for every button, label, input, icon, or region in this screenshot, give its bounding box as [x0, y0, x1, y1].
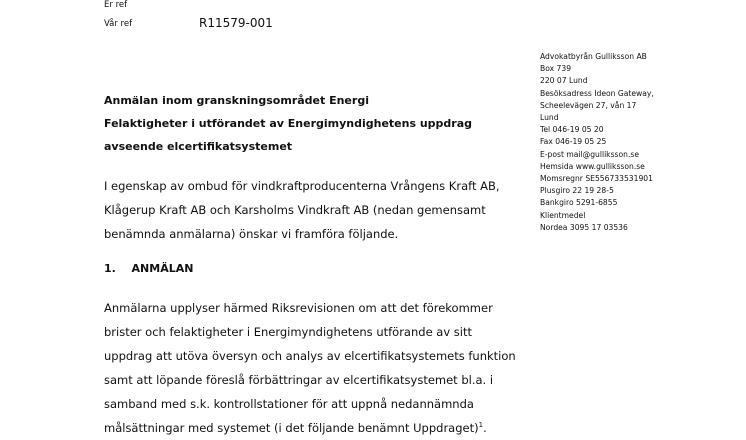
firm-line: Hemsida www.gulliksson.se	[540, 161, 645, 171]
intro-line: benämnda anmälarna) önskar vi framföra följande.	[104, 227, 399, 241]
firm-line: E-post mail@gulliksson.se	[540, 149, 639, 159]
firm-line: Klientmedel	[540, 210, 586, 220]
subject-line: Anmälan inom granskningsområdet Energi	[104, 94, 369, 107]
subject-line: avseende elcertifikatsystemet	[104, 140, 293, 153]
firm-contact-block	[540, 51, 654, 234]
firm-line: Scheelevägen 27, vån 17	[540, 100, 637, 110]
main-paragraph	[104, 296, 516, 440]
firm-line: Besöksadress Ideon Gateway,	[540, 88, 654, 98]
intro-paragraph	[104, 174, 500, 246]
subject-heading	[104, 89, 472, 158]
paragraph-line: brister och felaktigheter i Energimyndighetens utförande av sitt	[104, 325, 473, 339]
firm-line: Bankgiro 5291-6855	[540, 198, 618, 208]
intro-line: Klågerup Kraft AB och Karsholms Vindkraft AB (nedan gemensamt	[104, 203, 486, 217]
er-ref-label: Er ref	[104, 0, 128, 10]
firm-line: Momsregnr SE556733531901	[540, 174, 653, 184]
paragraph-end-punct: .	[483, 421, 487, 435]
firm-line: Advokatbyrån Gulliksson AB	[540, 52, 647, 61]
firm-line: Tel 046-19 05 20	[540, 125, 604, 135]
var-ref-label: Vår ref	[104, 19, 133, 29]
footnote-marker[interactable]: 1	[478, 421, 484, 430]
var-ref-value: R11579-001	[199, 16, 273, 30]
paragraph-line: Anmälarna upplyser härmed Riksrevisionen om att det förekommer	[104, 301, 493, 315]
paragraph-line: samband med s.k. kontrollstationer för att uppnå nedannämnda	[104, 397, 474, 411]
section-number: 1.	[104, 262, 116, 275]
firm-line: Nordea 3095 17 03536	[540, 222, 628, 232]
firm-line: 220 07 Lund	[540, 76, 588, 86]
intro-line: I egenskap av ombud för vindkraftproducenterna Vrångens Kraft AB,	[104, 179, 500, 193]
firm-line: Plusgiro 22 19 28-5	[540, 186, 614, 196]
section-heading	[104, 257, 193, 280]
firm-line: Lund	[540, 113, 559, 123]
paragraph-last-line	[104, 416, 516, 440]
firm-line: Fax 046-19 05 25	[540, 137, 607, 147]
paragraph-line: samt att löpande föreslå förbättringar av elcertifikatsystemet bl.a. i	[104, 373, 494, 387]
section-title: ANMÄLAN	[131, 262, 194, 275]
paragraph-line: uppdrag att utöva översyn och analys av elcertifikatsystemets funktion	[104, 349, 516, 363]
paragraph-line: målsättningar med systemet (i det följande benämnt Uppdraget)	[104, 421, 479, 435]
firm-line: Box 739	[540, 64, 572, 74]
subject-line: Felaktigheter i utförandet av Energimyndighetens uppdrag	[104, 117, 473, 130]
